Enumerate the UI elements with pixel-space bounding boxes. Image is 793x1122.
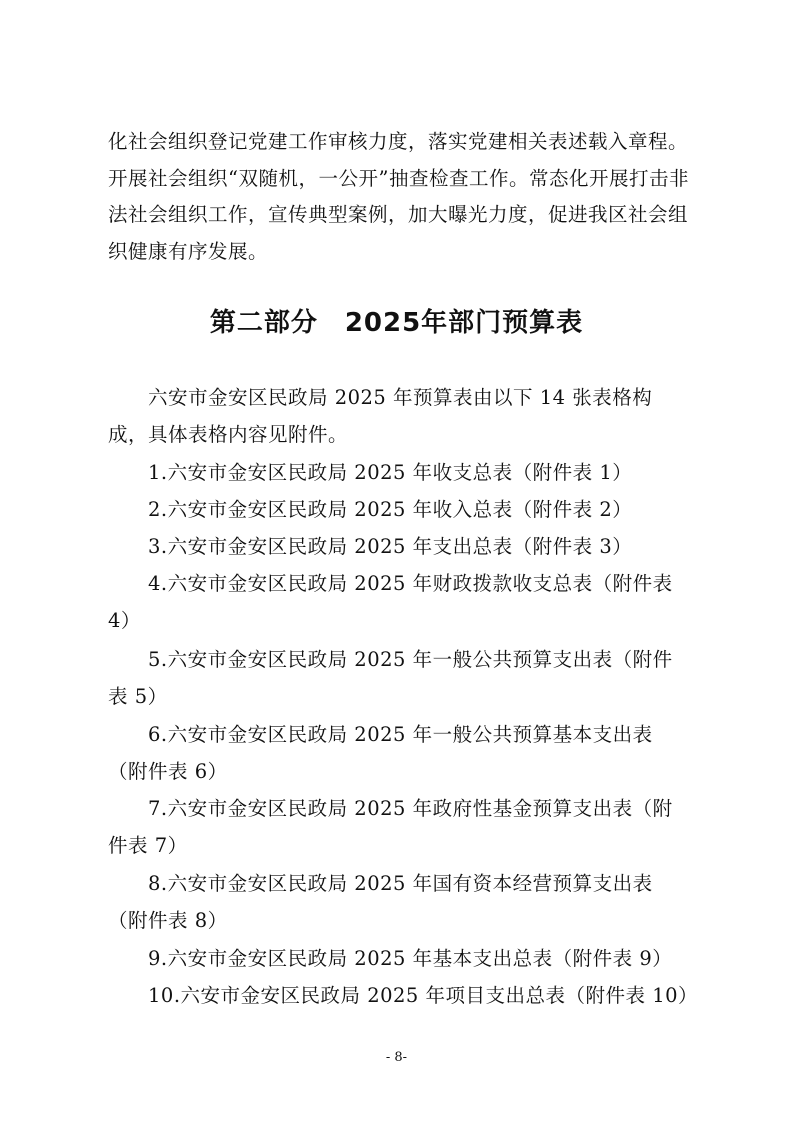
- list-item: 2.六安市金安区民政局 2025 年收入总表（附件表 2）: [148, 498, 633, 521]
- list-item: 5.六安市金安区民政局 2025 年一般公共预算支出表（附件表 5）: [108, 648, 673, 708]
- intro-paragraph: 化社会组织登记党建工作审核力度，落实党建相关表述载入章程。开展社会组织“双随机，一公开”抽查检查工作。常态化开展打击非法社会组织工作，宣传典型案例，加大曝光力度，促进我区社会组织健康有序发展。: [108, 130, 689, 263]
- page-number: - 8-: [385, 1050, 408, 1065]
- list-item: 4.六安市金安区民政局 2025 年财政拨款收支总表（附件表 4）: [108, 572, 673, 632]
- list-item: 8.六安市金安区民政局 2025 年国有资本经营预算支出表（附件表 8）: [108, 872, 653, 932]
- list-item: 3.六安市金安区民政局 2025 年支出总表（附件表 3）: [148, 535, 633, 558]
- list-item: 7.六安市金安区民政局 2025 年政府性基金预算支出表（附件表 7）: [108, 797, 673, 857]
- section-heading: 第二部分 2025年部门预算表: [209, 308, 584, 338]
- list-item: 1.六安市金安区民政局 2025 年收支总表（附件表 1）: [148, 461, 633, 484]
- list-item: 10.六安市金安区民政局 2025 年项目支出总表（附件表 10）: [148, 984, 699, 1007]
- list-item: 9.六安市金安区民政局 2025 年基本支出总表（附件表 9）: [148, 947, 673, 970]
- lead-paragraph: 六安市金安区民政局 2025 年预算表由以下 14 张表格构成，具体表格内容见附件。: [108, 386, 653, 446]
- list-item: 6.六安市金安区民政局 2025 年一般公共预算基本支出表（附件表 6）: [108, 723, 653, 783]
